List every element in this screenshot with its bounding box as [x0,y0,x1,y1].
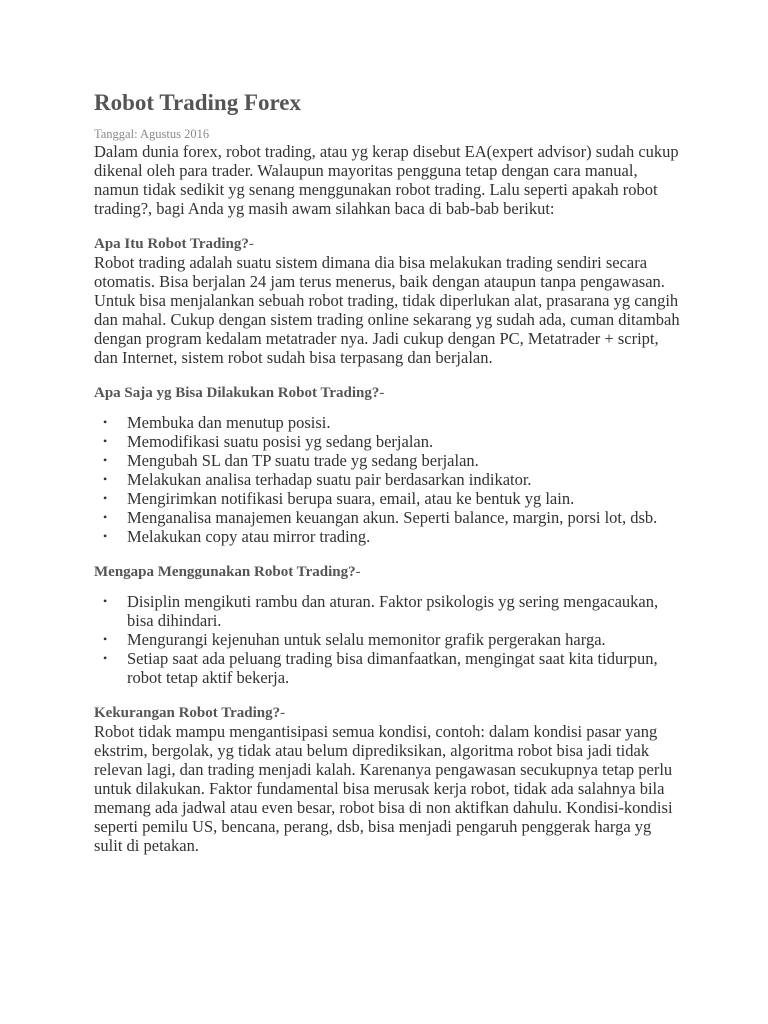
list-item-text: Melakukan copy atau mirror trading. [127,527,371,546]
page-title: Robot Trading Forex [94,90,302,115]
bullet-icon: • [103,510,108,524]
bullet-icon: • [103,472,108,486]
list-item-text: Mengubah SL dan TP suatu trade yg sedang berjalan. [127,451,479,470]
list-item [94,527,680,546]
section-heading-mengapa [94,563,680,581]
list-item-text: Mengurangi kejenuhan untuk selalu memonitor grafik pergerakan harga. [127,630,606,649]
heading-dash: - [280,705,286,721]
list-item [94,451,680,470]
heading-dash: - [248,236,254,252]
list-item [94,413,680,432]
bullet-icon: • [103,651,108,665]
section-heading-text: Mengapa Menggunakan Robot Trading? [94,564,356,580]
intro-paragraph: Dalam dunia forex, robot trading, atau yg kerap disebut EA(expert advisor) sudah cukup dikenal oleh para trader. Walaupun mayoritas pengguna tetap dengan cara manual, namun tidak sedikit yg senang menggunakan robot trading. Lalu seperti apakah robot trading?, bagi Anda yg masih awam silahkan baca di bab-bab berikut: [94,142,679,218]
heading-dash: - [355,564,361,580]
bullet-icon: • [103,529,108,543]
capabilities-list [94,413,680,546]
list-item-text: Memodifikasi suatu posisi yg sedang berjalan. [127,432,434,451]
reasons-list [94,592,680,687]
heading-dash: - [379,385,385,401]
date-line: Tanggal: Agustus 2016 [94,127,210,141]
section-heading-text: Apa Itu Robot Trading? [94,236,249,252]
list-item [94,470,680,489]
section-heading-apa-saja [94,384,680,402]
section-paragraph-kekurangan: Robot tidak mampu mengantisipasi semua kondisi, contoh: dalam kondisi pasar yang ekstrim, bergolak, yg tidak atau belum diprediksikan, algoritma robot bisa jadi tidak relevan lagi, dan trading menjadi kalah. Karenanya pengawasan secukupnya tetap perlu untuk dilakukan. Faktor fundamental bisa merusak kerja robot, tidak ada salahnya bila memang ada jadwal atau even besar, robot bisa di non aktifkan dahulu. Kondisi-kondisi seperti pemilu US, bencana, perang, dsb, bisa menjadi pengaruh penggerak harga yg sulit di petakan. [94,722,673,855]
list-item-text: Membuka dan menutup posisi. [127,413,331,432]
section-heading-apa-itu [94,235,680,253]
list-item [94,432,680,451]
list-item-text: Melakukan analisa terhadap suatu pair berdasarkan indikator. [127,470,532,489]
list-item [94,592,680,630]
bullet-icon: • [103,415,108,429]
section-heading-text: Kekurangan Robot Trading? [94,705,281,721]
bullet-icon: • [103,453,108,467]
list-item [94,649,680,687]
list-item [94,630,680,649]
bullet-icon: • [103,594,108,608]
list-item-text: Mengirimkan notifikasi berupa suara, email, atau ke bentuk yg lain. [127,489,575,508]
section-paragraph-apa-itu: Robot trading adalah suatu sistem dimana dia bisa melakukan trading sendiri secara otomatis. Bisa berjalan 24 jam terus menerus, baik dengan ataupun tanpa pengawasan. Untuk bisa menjalankan sebuah robot trading, tidak diperlukan alat, prasarana yg cangih dan mahal. Cukup dengan sistem trading online sekarang yg sudah ada, cuman ditambah dengan program kedalam metatrader nya. Jadi cukup dengan PC, Metatrader + script, dan Internet, sistem robot sudah bisa terpasang dan berjalan. [94,253,680,367]
list-item-text: Menganalisa manajemen keuangan akun. Seperti balance, margin, porsi lot, dsb. [127,508,658,527]
bullet-icon: • [103,632,108,646]
bullet-icon: • [103,434,108,448]
section-heading-kekurangan [94,704,680,722]
list-item [94,489,680,508]
list-item [94,508,680,527]
list-item-text: Disiplin mengikuti rambu dan aturan. Faktor psikologis yg sering mengacaukan, bisa dihindari. [127,592,659,630]
list-item-text: Setiap saat ada peluang trading bisa dimanfaatkan, mengingat saat kita tidurpun, robot tetap aktif bekerja. [127,649,658,687]
section-heading-text: Apa Saja yg Bisa Dilakukan Robot Trading? [94,385,380,401]
bullet-icon: • [103,491,108,505]
